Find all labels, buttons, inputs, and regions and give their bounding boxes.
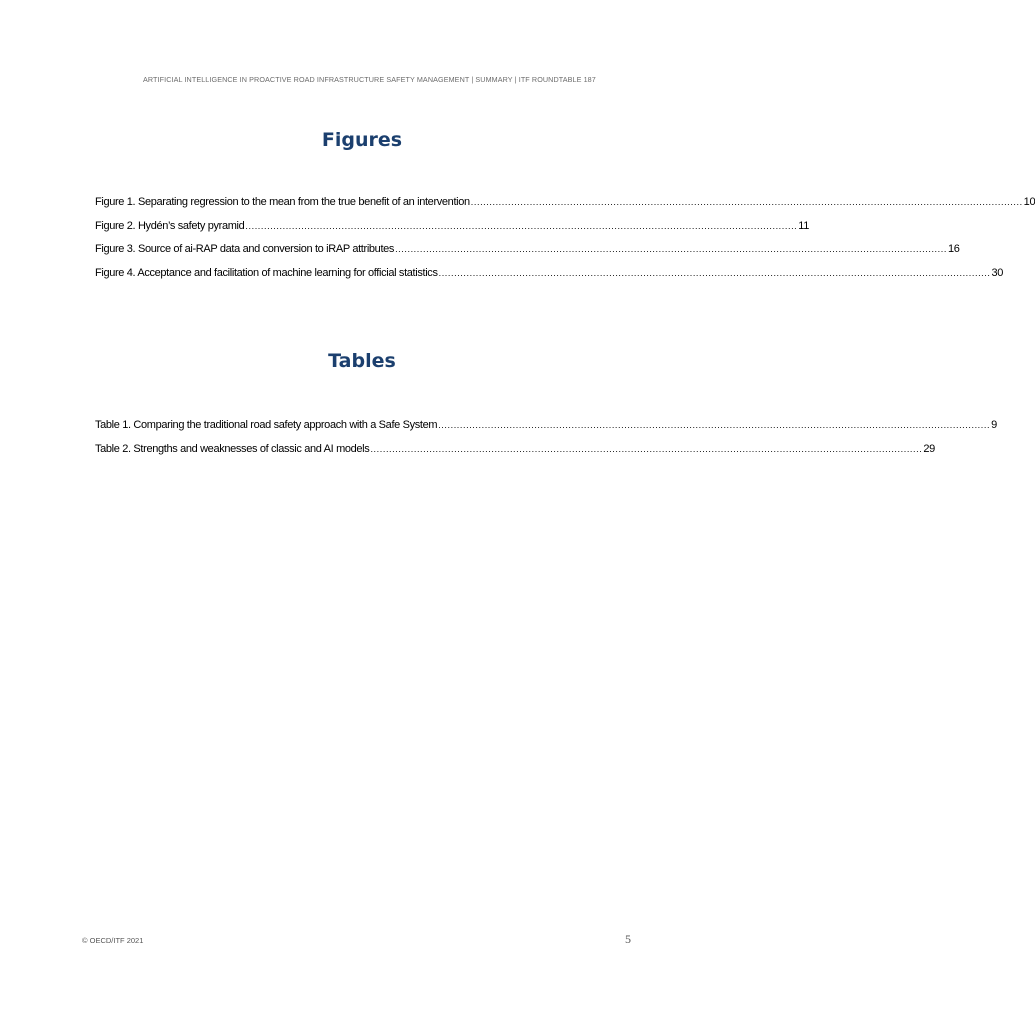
toc-leader-dots: .................................................................................................................................................................................. [245, 220, 798, 231]
toc-entry-figure-2[interactable] [95, 219, 810, 244]
toc-entry-figure-4[interactable] [95, 266, 1004, 291]
toc-leader-dots: .................................................................................................................................................................................. [470, 197, 1023, 207]
footer-copyright: © OECD/ITF 2021 [82, 936, 144, 945]
toc-leader-dots: .................................................................................................................................................................................. [370, 443, 923, 454]
toc-entry-page: 30 [991, 266, 1004, 279]
toc-entry-title: Figure 4. Acceptance and facilitation of machine learning for official statistics [95, 266, 438, 279]
toc-entry-table-1[interactable] [95, 419, 997, 443]
toc-leader-dots: .................................................................................................................................................................................. [395, 244, 947, 254]
toc-entry-title: Figure 2. Hydén’s safety pyramid [95, 219, 245, 232]
toc-leader-dots: .................................................................................................................................................................................. [438, 267, 991, 278]
tables-list [95, 419, 997, 466]
toc-leader-dots: .................................................................................................................................................................................. [438, 420, 991, 430]
toc-entry-page: 29 [923, 442, 935, 455]
toc-entry-figure-3[interactable] [95, 243, 960, 267]
tables-heading: Tables [328, 350, 396, 372]
toc-entry-page: 16 [947, 243, 960, 255]
toc-entry-title: Figure 3. Source of ai-RAP data and conversion to iRAP attributes [95, 243, 395, 255]
figures-heading: Figures [321, 129, 403, 151]
toc-entry-page: 11 [798, 219, 810, 232]
figures-list [95, 196, 1035, 290]
toc-entry-title: Table 2. Strengths and weaknesses of classic and AI models [95, 442, 370, 455]
toc-entry-table-2[interactable] [95, 442, 935, 467]
toc-entry-title: Table 1. Comparing the traditional road safety approach with a Safe System [95, 419, 438, 431]
toc-entry-page: 10 [1023, 196, 1035, 208]
toc-entry-title: Figure 1. Separating regression to the mean from the true benefit of an intervention [95, 196, 470, 208]
toc-entry-page: 9 [991, 419, 997, 431]
footer-page-number: 5 [625, 932, 631, 946]
toc-entry-figure-1[interactable] [95, 196, 1035, 220]
running-header: ARTIFICIAL INTELLIGENCE IN PROACTIVE ROAD INFRASTRUCTURE SAFETY MANAGEMENT | SUMMARY | ITF ROUNDTABLE 187 [143, 75, 596, 84]
